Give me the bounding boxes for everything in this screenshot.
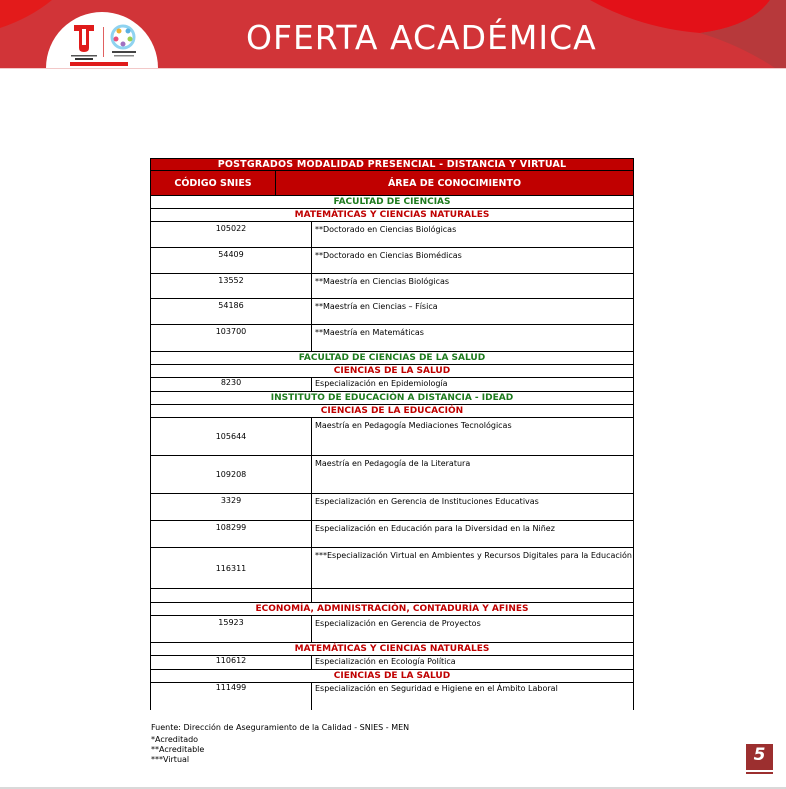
empty-cell <box>312 589 633 602</box>
snies-code: 8230 <box>151 378 312 391</box>
table-row <box>150 299 634 325</box>
note-accredited: *Acreditado <box>151 735 199 744</box>
table-row <box>150 683 634 710</box>
snies-code: 111499 <box>151 683 312 710</box>
snies-code: 109208 <box>151 456 312 493</box>
program-name: **Doctorado en Ciencias Biomédicas <box>315 251 462 260</box>
section-institute: INSTITUTO DE EDUCACIÓN A DISTANCIA - IDEAD <box>150 392 634 405</box>
snies-code: 105022 <box>151 222 312 247</box>
section-area: MATEMÁTICAS Y CIENCIAS NATURALES <box>150 643 634 656</box>
snies-code: 54409 <box>151 248 312 273</box>
banner-divider <box>0 68 786 69</box>
note-virtual: ***Virtual <box>151 755 190 764</box>
program-name: Maestría en Pedagogía Mediaciones Tecnológicas <box>315 421 512 430</box>
snies-code: 105644 <box>151 418 312 455</box>
table-row <box>150 325 634 352</box>
university-logo <box>66 22 156 68</box>
snies-code: 110612 <box>151 656 312 669</box>
note-accreditable: **Acreditable <box>151 745 205 754</box>
section-faculty: FACULTAD DE CIENCIAS DE LA SALUD <box>150 352 634 365</box>
snies-code: 103700 <box>151 325 312 351</box>
table-row <box>150 616 634 643</box>
table-row <box>150 418 634 456</box>
page-title: OFERTA ACADÉMICA <box>246 18 597 57</box>
empty-row <box>150 589 634 603</box>
section-area: CIENCIAS DE LA EDUCACIÓN <box>150 405 634 418</box>
table-row <box>150 248 634 274</box>
program-name: Especialización en Seguridad e Higiene en el Ámbito Laboral <box>315 684 558 693</box>
table-row <box>150 274 634 299</box>
program-name: ***Especialización Virtual en Ambientes y Recursos Digitales para la Educación <box>315 551 632 560</box>
snies-code: 116311 <box>151 548 312 588</box>
section-area: MATEMÁTICAS Y CIENCIAS NATURALES <box>150 209 634 222</box>
table-row <box>150 656 634 670</box>
snies-code: 54186 <box>151 299 312 324</box>
empty-cell <box>151 589 312 602</box>
section-area: ECONOMÍA, ADMINISTRACIÓN, CONTADURÍA Y AFINES <box>150 603 634 616</box>
header-banner <box>0 0 786 68</box>
program-name: **Maestría en Matemáticas <box>315 328 424 337</box>
snies-code: 15923 <box>151 616 312 642</box>
program-name: Especialización en Gerencia de Instituciones Educativas <box>315 497 539 506</box>
snies-code: 3329 <box>151 494 312 520</box>
program-name: Maestría en Pedagogía de la Literatura <box>315 459 471 468</box>
table-row <box>150 548 634 589</box>
program-name: Especialización en Epidemiología <box>315 379 448 388</box>
program-name: **Maestría en Ciencias Biológicas <box>315 277 450 286</box>
table-row <box>150 456 634 494</box>
source-note: Fuente: Dirección de Aseguramiento de la Calidad - SNIES - MEN <box>151 723 410 732</box>
program-name: Especialización en Gerencia de Proyectos <box>315 619 481 628</box>
program-name: **Maestría en Ciencias – Física <box>315 302 438 311</box>
section-area: CIENCIAS DE LA SALUD <box>150 670 634 683</box>
program-name: **Doctorado en Ciencias Biológicas <box>315 225 457 234</box>
table-row <box>150 521 634 548</box>
table-header-row <box>150 171 634 196</box>
page-number-underline <box>746 772 773 774</box>
postgraduate-table <box>150 158 634 710</box>
table-title: POSTGRADOS MODALIDAD PRESENCIAL - DISTANCIA Y VIRTUAL <box>150 158 634 171</box>
table-row <box>150 222 634 248</box>
section-faculty: FACULTAD DE CIENCIAS <box>150 196 634 209</box>
legend-notes <box>151 735 204 765</box>
table-row <box>150 378 634 392</box>
program-name: Especialización en Educación para la Diversidad en la Niñez <box>315 524 555 533</box>
page-number: 5 <box>746 744 773 770</box>
snies-code: 108299 <box>151 521 312 547</box>
column-header-area: ÁREA DE CONOCIMIENTO <box>387 177 522 189</box>
section-area: CIENCIAS DE LA SALUD <box>150 365 634 378</box>
program-name: Especialización en Ecología Política <box>315 657 456 666</box>
table-row <box>150 494 634 521</box>
column-header-code: CÓDIGO SNIES <box>151 171 276 195</box>
snies-code: 13552 <box>151 274 312 298</box>
